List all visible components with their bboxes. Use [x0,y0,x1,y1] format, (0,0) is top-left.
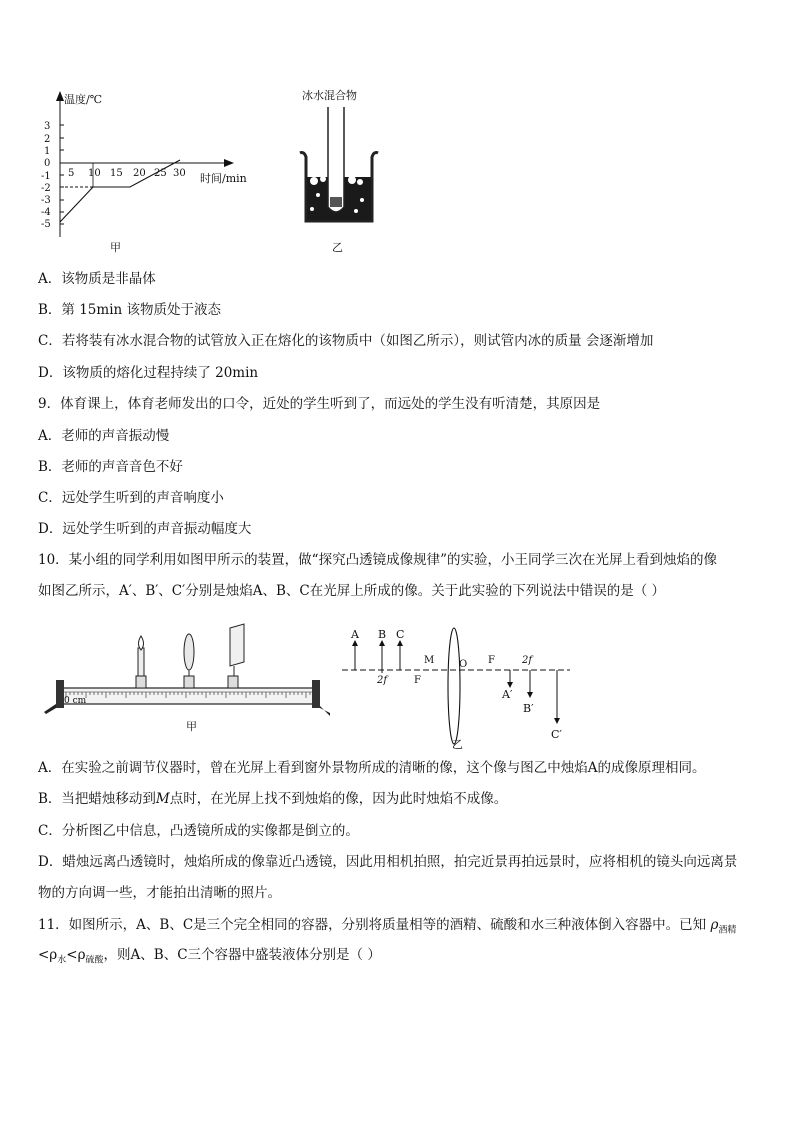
img-a-label: A′ [502,688,513,701]
bench-caption: 甲 [186,720,197,733]
q10-option-c: C．分析图乙中信息，凸透镜所成的实像都是倒立的。 [38,823,359,839]
graph-caption: 甲 [110,241,121,254]
q10-stem-line1: 10．某小组的同学利用如图甲所示的装置，做“探究凸透镜成像规律”的实验，小王同学三次在光屏上看到烛焰的像 [38,552,717,568]
q11-stem-end: ，则A、B、C三个容器中盛装液体分别是（ ） [103,947,381,963]
right-2f-label: 2f [522,655,533,666]
q11-stem-line2 [38,946,381,970]
q8-option-d: D．该物质的熔化过程持续了 20min [38,365,259,381]
q11-sub-acid: 硫酸 [85,955,104,966]
o-label: O [459,659,468,670]
y-tick: -4 [41,207,51,218]
y-tick: 0 [44,158,51,169]
q11-stem-text: 11．如图所示，A、B、C是三个完全相同的容器，分别将质量相等的酒精、硫酸和水三种液体倒入容器中。已知 [38,917,707,933]
q9-option-b: B．老师的声音音色不好 [38,459,183,475]
q8-option-c: C．若将装有冰水混合物的试管放入正在熔化的该物质中（如图乙所示），则试管内冰的质量 会逐渐增加 [38,333,654,349]
x-tick: 25 [154,168,167,179]
obj-c-label: C [396,628,405,641]
q10-option-b-point: M [155,791,170,807]
left-f-label: F [414,675,421,686]
left-2f-label: 2f [377,675,388,686]
optical-bench-figure [40,618,330,736]
y-axis-label: 温度/℃ [64,93,103,106]
q11-rho: ρ [710,917,719,933]
q11-sub-water: 水 [57,955,67,966]
x-tick: 20 [133,168,146,179]
q8-option-a: A．该物质是非晶体 [38,271,156,287]
ray-caption: 乙 [452,738,463,750]
q11-lt-rho-1: <ρ [38,947,58,963]
x-tick: 5 [68,168,75,179]
y-tick: -5 [41,219,51,230]
beaker-figure [290,85,390,255]
q9-stem: 9．体育课上，体育老师发出的口令，近处的学生听到了，而远处的学生没有听清楚，其原因是 [38,396,601,412]
y-tick: 1 [44,146,51,157]
q10-option-b-end: 点时，在光屏上找不到烛焰的像，因为此时烛焰不成像。 [169,791,508,807]
x-tick: 15 [110,168,123,179]
q9-option-a: A．老师的声音振动慢 [38,428,170,444]
q8-option-b: B．第 15min 该物质处于液态 [38,302,221,318]
q10-option-d-line1: D．蜡烛远离凸透镜时，烛焰所成的像靠近凸透镜，因此用相机拍照，拍完近景再拍远景时，应将相机的镜头向远离景 [38,854,738,870]
q11-rho-sub: 酒精 [718,925,737,936]
img-b-label: B′ [523,702,534,715]
y-tick: 2 [44,134,51,145]
beaker-caption: 乙 [332,241,343,254]
y-tick: -2 [41,183,51,194]
q11-lt-rho-2: <ρ [66,947,86,963]
y-tick: 3 [44,121,51,132]
q10-option-d-line2: 物的方向调一些，才能拍出清晰的照片。 [38,885,281,901]
q10-stem-line2: 如图乙所示，A′、B′、C′分别是烛焰A、B、C在光屏上所成的像。关于此实验的下列说法中错误的是（ ） [38,583,665,599]
svg-text:0 cm: 0 cm [64,696,87,706]
q10-option-b [38,790,507,808]
img-c-label: C′ [551,728,562,741]
x-tick: 10 [88,168,101,179]
q10-option-a: A．在实验之前调节仪器时，曾在光屏上看到窗外景物所成的清晰的像，这个像与图乙中烛焰A的成像原理相同。 [38,760,706,776]
beaker-label: 冰水混合物 [302,89,357,102]
temperature-time-graph [30,85,270,255]
y-tick: -3 [41,195,51,206]
x-tick: 30 [173,168,186,179]
q9-option-c: C．远处学生听到的声音响度小 [38,490,224,506]
q10-option-b-start: B．当把蜡烛移动到 [38,791,156,807]
obj-a-label: A [351,628,359,641]
m-label: M [424,655,435,666]
x-axis-label: 时间/min [200,172,247,185]
right-f-label: F [488,655,495,666]
lens-ray-diagram [340,620,580,750]
y-tick: -1 [41,171,51,182]
q9-option-d: D．远处学生听到的声音振动幅度大 [38,521,252,537]
q11-stem-line1 [38,916,736,940]
obj-b-label: B [378,628,387,641]
